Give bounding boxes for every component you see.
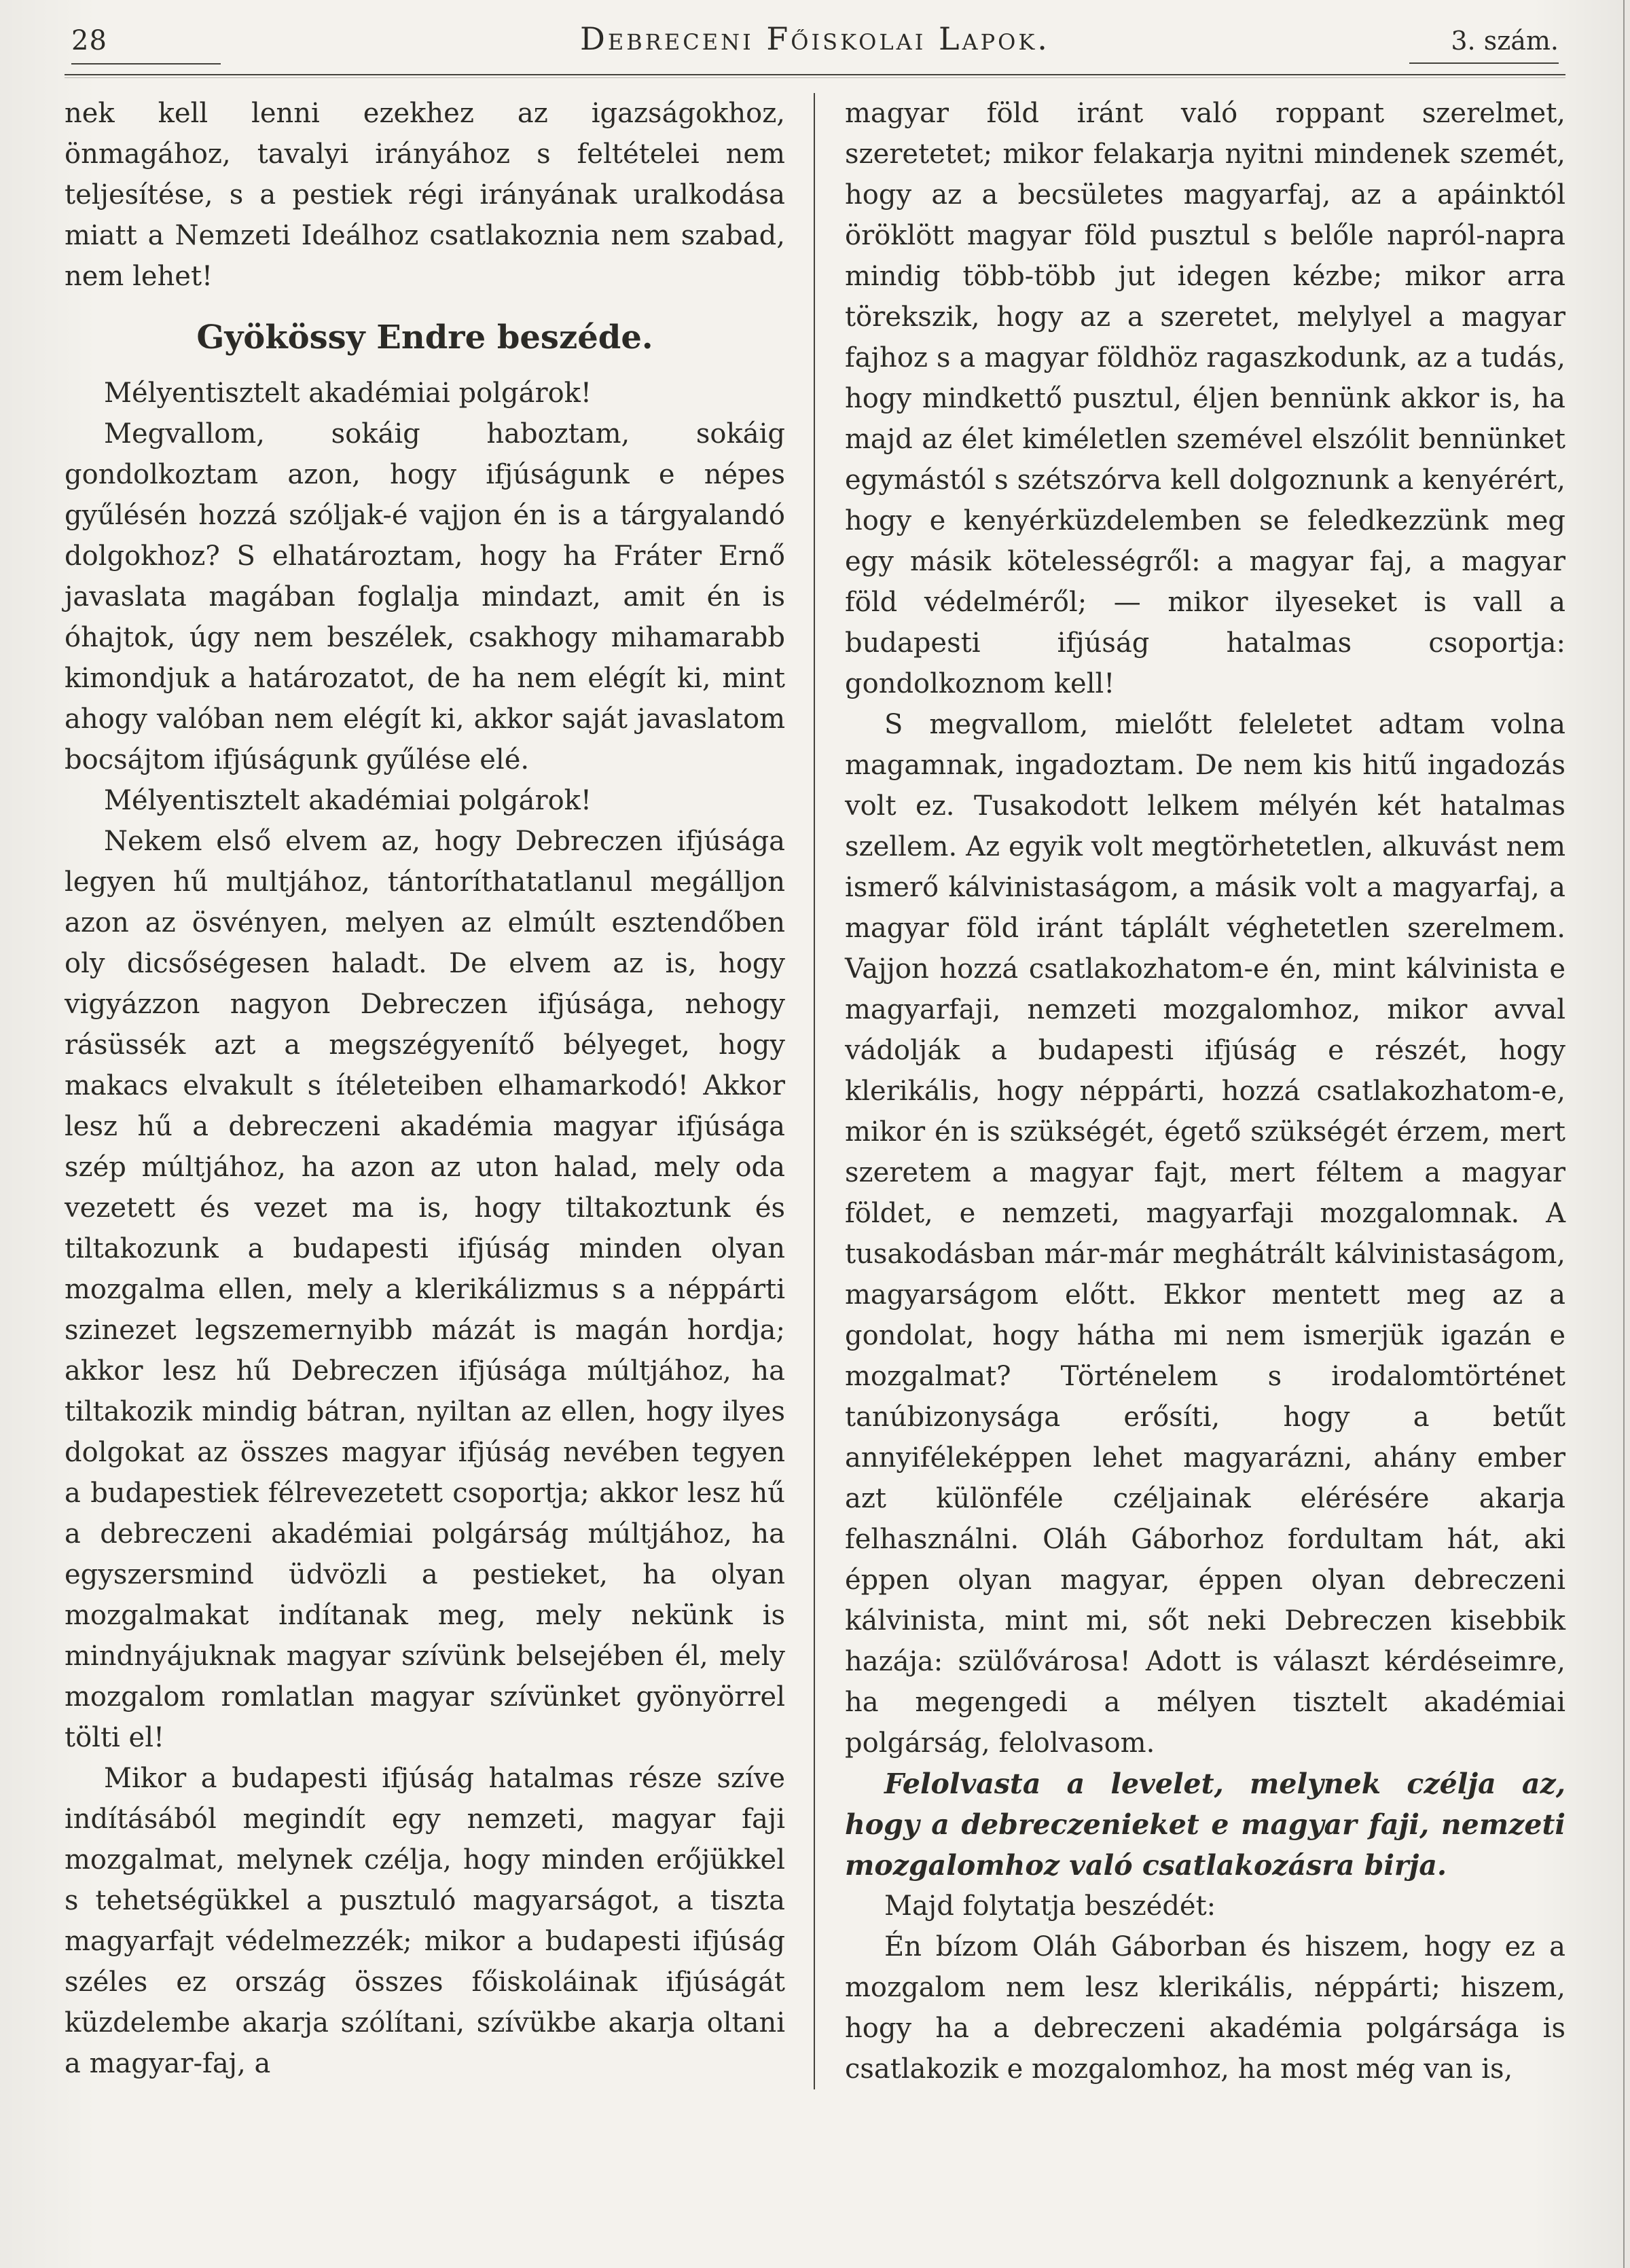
paragraph: Nekem első elvem az, hogy Debreczen ifjúsága legyen hű multjához, tántoríthatatlanul megálljon azon az ösvényen, melyen az elmúlt esztendőben oly dicsőségesen haladt. De elvem az is, hogy vigyázzon nagyon Debreczen ifjúsága, nehogy rásüssék azt a megszégyenítő bélyeget, hogy makacs elvakult s ítéleteiben elhamarkodó! Akkor lesz hű a debreczeni akadémia magyar ifjúsága szép múltjához, ha azon az uton halad, mely oda vezetett és vezet ma is, hogy tiltakoztunk és tiltakozunk a budapesti ifjúság minden olyan mozgalma ellen, mely a klerikálizmus s a néppárti szinezet legszemernyibb mázát is magán hordja; akkor lesz hű Debreczen ifjúsága múltjához, ha tiltakozik mindig bátran, nyiltan az ellen, hogy ilyes dolgokat az összes magyar ifjúság nevében tegyen a budapestiek félrevezetett csoportja; akkor lesz hű a debreczeni akadémiai polgárság múltjához, ha egyszersmind üdvözli a pestieket, ha olyan mozgalmakat indítanak meg, mely nekünk is mindnyájuknak magyar szívünk belsejében él, mely mozgalom romlatlan magyar szívünket gyönyörrel tölti el!: [65, 826, 785, 1753]
paragraph: Megvallom, sokáig haboztam, sokáig gondolkoztam azon, hogy ifjúságunk e népes gyűlésén hozzá szóljak-é vajjon én is a tárgyalandó dolgokhoz? S elhatároztam, hogy ha Fráter Ernő javaslata magában foglalja mindazt, amit én is óhajtok, úgy nem beszélek, csakhogy mihamarabb kimondjuk a határozatot, de ha nem elégít ki, mint ahogy valóban nem elégít ki, akkor saját javaslatom bocsájtom ifjúságunk gyűlése elé.: [65, 418, 785, 775]
article-body: [65, 93, 1565, 2089]
section-heading: Gyökössy Endre beszéde.: [196, 318, 653, 356]
page-header: [65, 20, 1565, 75]
issue-number: 3. szám.: [1409, 26, 1559, 64]
page-number: 28: [71, 25, 221, 65]
right-column: [814, 93, 1565, 2089]
paragraph: S megvallom, mielőtt feleletet adtam volna magamnak, ingadoztam. De nem kis hitű ingadozás volt ez. Tusakodott lelkem mélyén két hatalmas szellem. Az egyik volt megtörhetetlen, alkuvást nem ismerő kálvinistaságom, a másik volt a magyarfaj, a magyar föld iránt táplált véghetetlen szerelmem. Vajjon hozzá csatlakozhatom-e én, mint kálvinista e magyarfaji, nemzeti mozgalomhoz, mikor avval vádolják a budapesti ifjúság e részét, hogy klerikális, hogy néppárti, hozzá csatlakozhatom-e, mikor én is szükségét, égető szükségét érzem, mert szeretem a magyar fajt, mert féltem a magyar földet, e nemzeti, magyarfaji mozgalomnak. A tusakodásban már-már meghátrált kálvinistaságom, magyarságom előtt. Ekkor mentett meg az a gondolat, hogy hátha mi nem ismerjük igazán e mozgalmat? Történelem s irodalomtörténet tanúbizonysága erősíti, hogy a betűt annyiféleképpen lehet magyarázni, ahány ember azt különféle czéljainak elérésére akarja felhasználni. Oláh Gáborhoz fordultam hát, aki éppen olyan magyar, éppen olyan debreczeni kálvinista, mint mi, sőt neki Debreczen kisebbik hazája: szülővárosa! Adott is választ kérdéseimre, ha megengedi a mélyen tisztelt akadémiai polgárság, felolvasom.: [845, 709, 1565, 1759]
paragraph: Felolvasta a levelet, melynek czélja az, hogy a debreczenieket e magyar faji, nemzeti mozgalomhoz való csatlakozásra birja.: [845, 1768, 1565, 1882]
paragraph: Én bízom Oláh Gáborban és hiszem, hogy ez a mozgalom nem lesz klerikális, néppárti; hiszem, hogy ha a debreczeni akadémia polgársága is csatlakozik e mozgalomhoz, ha most még van is,: [845, 1931, 1565, 2085]
paragraph: nek kell lenni ezekhez az igazságokhoz, önmagához, tavalyi irányához s feltételei nem teljesítése, s a pestiek régi irányának uralkodása miatt a Nemzeti Ideálhoz csatlakoznia nem szabad, nem lehet!: [65, 98, 785, 292]
left-column: [65, 93, 814, 2089]
paragraph: Mikor a budapesti ifjúság hatalmas része szíve indításából megindít egy nemzeti, magyar faji mozgalmat, melynek czélja, hogy minden erőjükkel s tehetségükkel a pusztuló magyarságot, a tiszta magyarfajt védelmezzék; mikor a budapesti ifjúság széles ez ország összes főiskoláinak ifjúságát küzdelembe akarja szólítani, szívükbe akarja oltani a magyar-faj, a: [65, 1763, 785, 2079]
journal-title: Debreceni Főiskolai Lapok.: [580, 20, 1050, 57]
paragraph: magyar föld iránt való roppant szerelmet, szeretetet; mikor felakarja nyitni mindenek szemét, hogy az a becsületes magyarfaj, az a apáinktól öröklött magyar föld pusztul s belőle napról-napra mindig több-több jut idegen kézbe; mikor arra törekszik, hogy az a szeretet, melylyel a magyar fajhoz s a magyar földhöz ragaszkodunk, az a tudás, hogy mindkettő pusztul, éljen bennünk akkor is, ha majd az élet kiméletlen szemével elszólit bennünket egymástól s szétszórva kell dolgoznunk a kenyérért, hogy e kenyérküzdelemben se feledkezzünk meg egy másik kötelességről: a magyar faj, a magyar föld védelméről; — mikor ilyeseket is vall a budapesti ifjúság hatalmas csoportja: gondolkoznom kell!: [845, 98, 1565, 699]
paragraph: Mélyentisztelt akadémiai polgárok!: [104, 378, 592, 409]
paragraph: Mélyentisztelt akadémiai polgárok!: [104, 785, 592, 816]
paragraph: Majd folytatja beszédét:: [884, 1890, 1216, 1922]
